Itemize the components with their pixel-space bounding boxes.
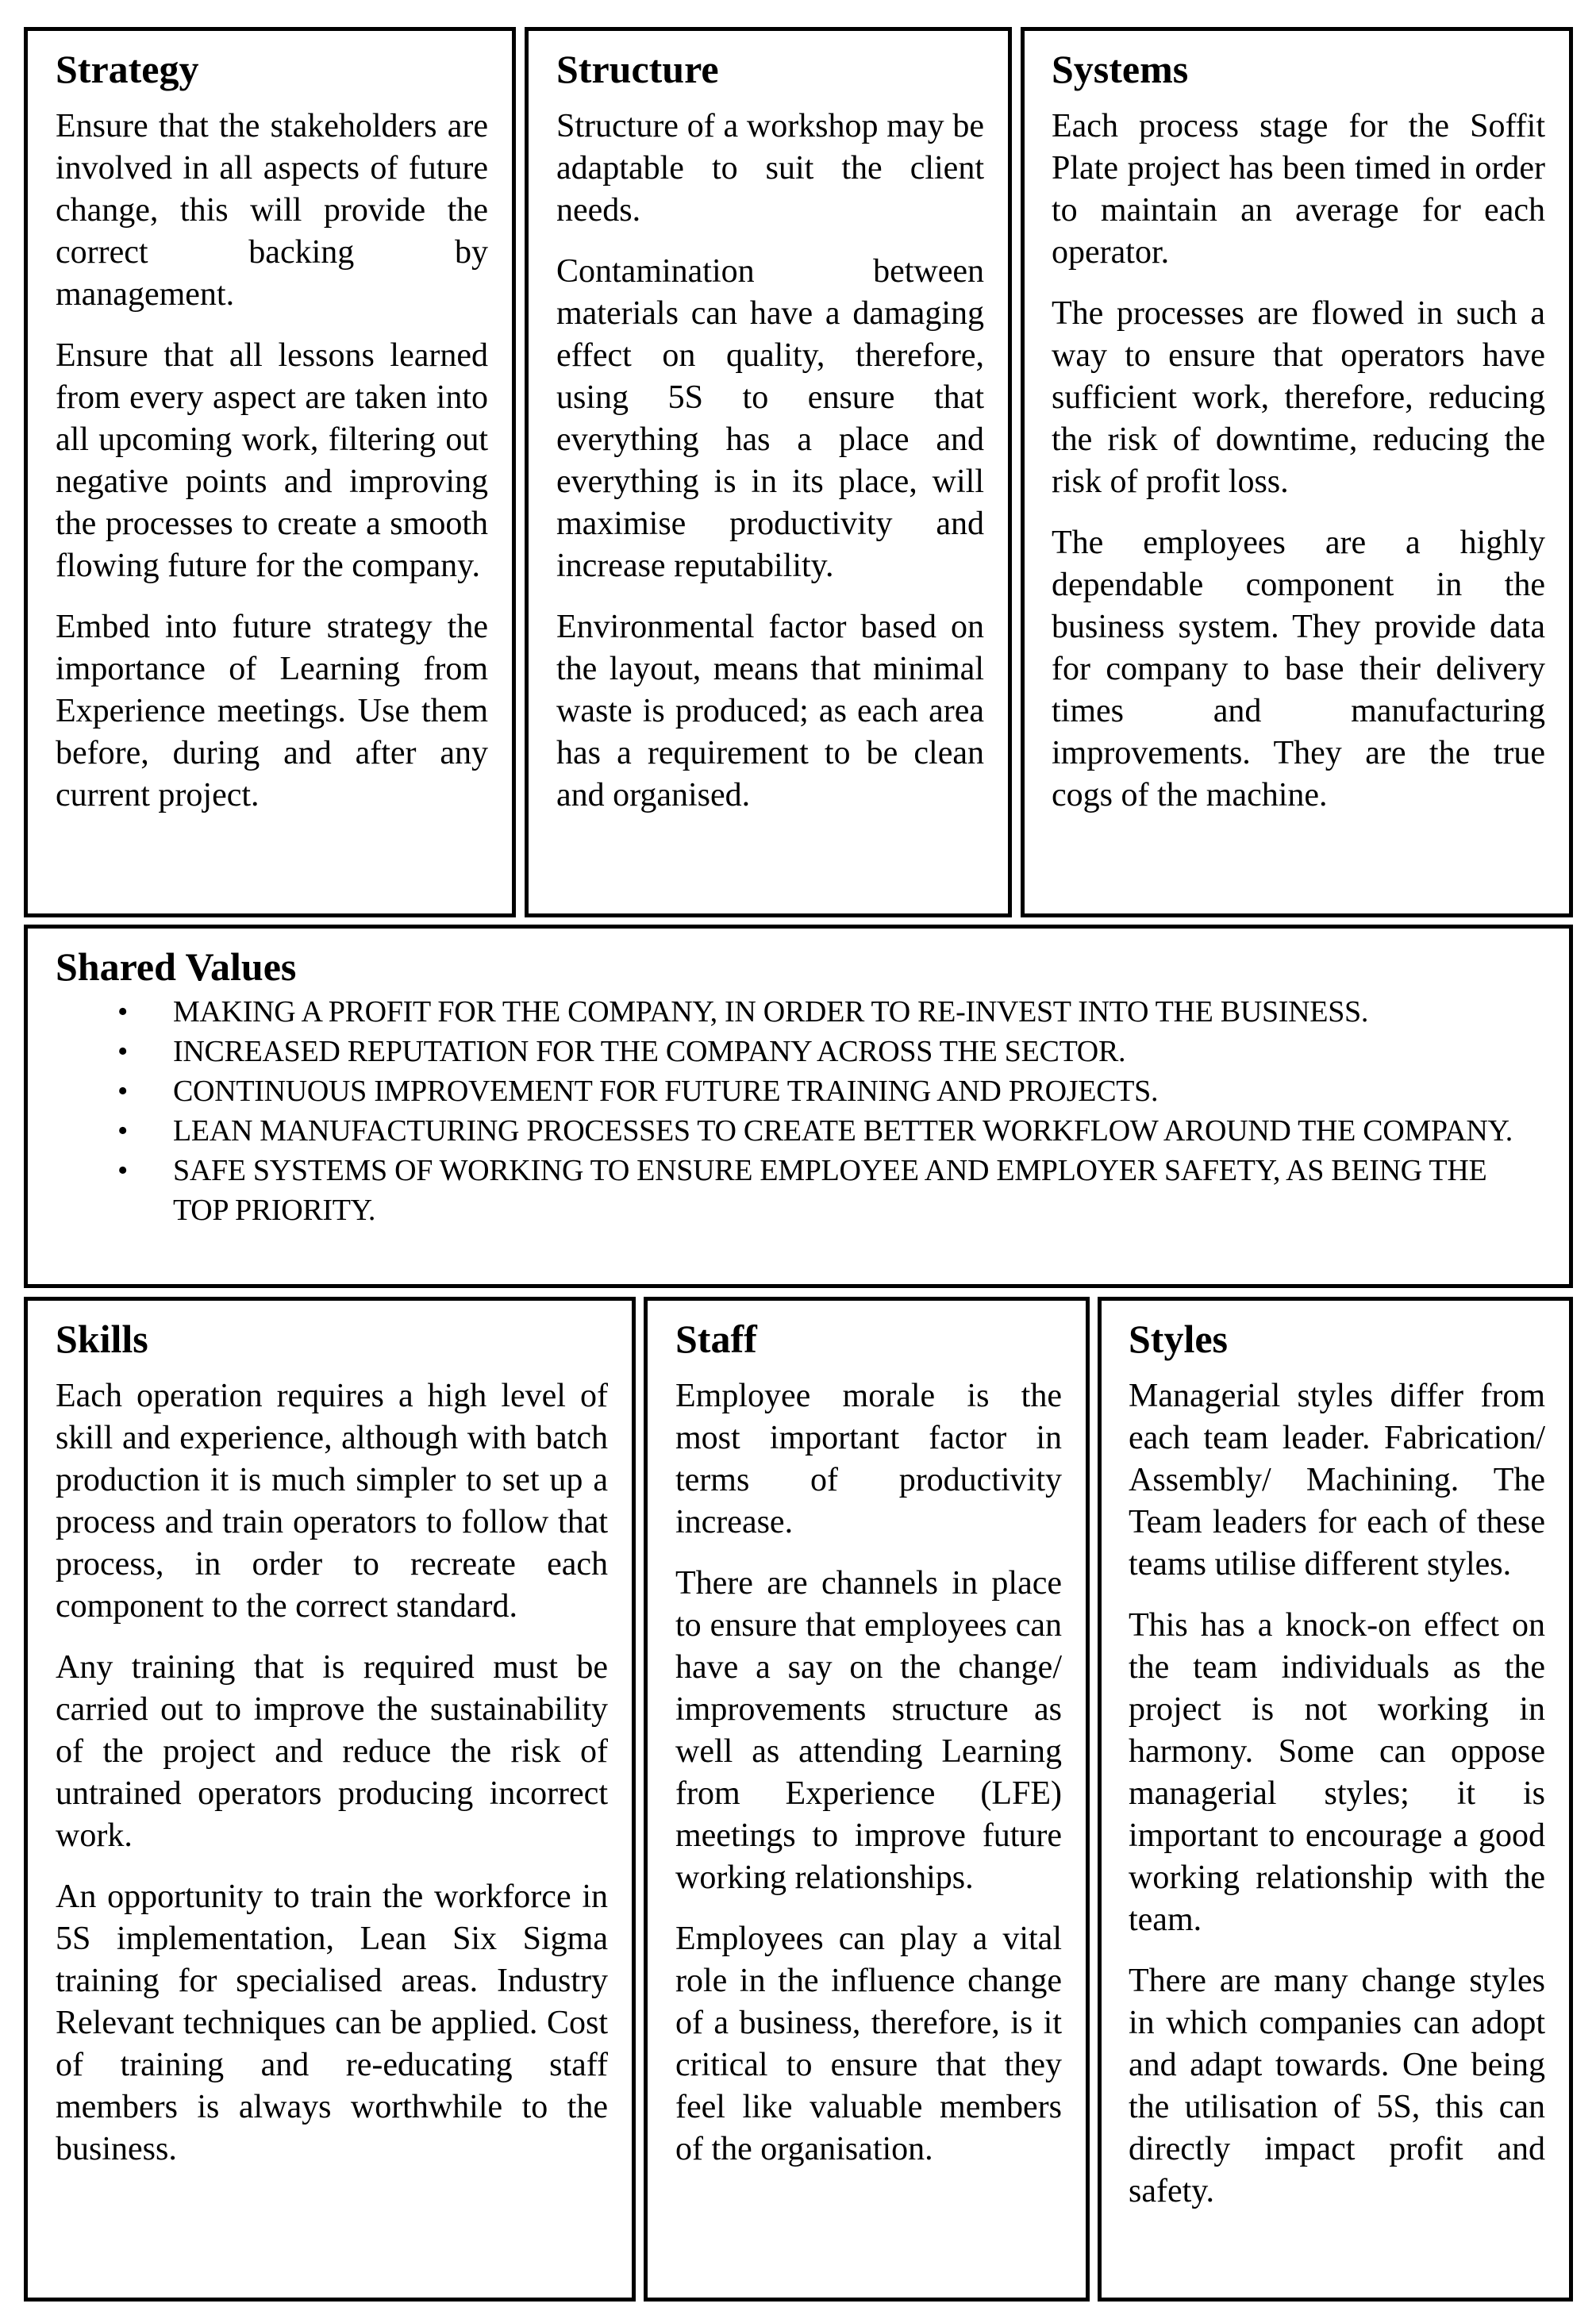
- strategy-paragraph: Ensure that the stakeholders are involved in all aspects of future change, this will provide the correct backing by management.: [56, 108, 488, 313]
- strategy-title: Strategy: [56, 47, 199, 91]
- systems-paragraph: The employees are a highly dependable component in the business system. They provide data for company to base their delivery times and manufacturing improvements. They are the true cogs of the machine.: [1052, 525, 1545, 813]
- staff-paragraph: There are channels in place to ensure that employees can have a say on the change/ improvements structure as well as attending Learning from Experience (LFE) meetings to improve future working relationships.: [675, 1565, 1062, 1896]
- shared-values-panel: [24, 925, 1573, 1288]
- styles-paragraph: There are many change styles in which companies can adopt and adapt towards. One being the utilisation of 5S, this can directly impact profit and safety.: [1129, 1963, 1545, 2209]
- shared-values-item: • LEAN MANUFACTURING PROCESSES TO CREATE BETTER WORKFLOW AROUND THE COMPANY.: [173, 1111, 1537, 1151]
- skills-paragraph: Each operation requires a high level of skill and experience, although with batch production it is much simpler to set up a process and train operators to follow that process, in order to recreate each component to the correct standard.: [56, 1378, 608, 1625]
- skills-paragraph: An opportunity to train the workforce in 5S implementation, Lean Six Sigma training for specialised areas. Industry Relevant techniques can be applied. Cost of training and re-educating staff members is always worthwhile to the business.: [56, 1879, 608, 2167]
- structure-title: Structure: [556, 47, 719, 91]
- shared-values-list: [56, 992, 1537, 1230]
- skills-paragraph: Any training that is required must be carried out to improve the sustainability of the project and reduce the risk of untrained operators producing incorrect work.: [56, 1649, 608, 1854]
- staff-title: Staff: [675, 1317, 757, 1361]
- skills-title: Skills: [56, 1317, 148, 1361]
- structure-paragraph: Contamination between materials can have a damaging effect on quality, therefore, using 5S to ensure that everything has a place and everything is in its place, will maximise productivity and increase reputability.: [556, 253, 984, 584]
- shared-values-item: • MAKING A PROFIT FOR THE COMPANY, IN ORDER TO RE-INVEST INTO THE BUSINESS.: [173, 992, 1537, 1032]
- structure-paragraph: Environmental factor based on the layout, means that minimal waste is produced; as each area has a requirement to be clean and organised.: [556, 609, 984, 813]
- skills-panel: [24, 1297, 636, 2302]
- systems-panel: [1021, 27, 1573, 917]
- staff-paragraph: Employee morale is the most important factor in terms of productivity increase.: [675, 1378, 1062, 1540]
- staff-panel: [644, 1297, 1090, 2302]
- styles-paragraph: This has a knock-on effect on the team individuals as the project is not working in harmony. Some can oppose managerial styles; it is important to encourage a good working relationship with the team.: [1129, 1607, 1545, 1938]
- structure-panel: [525, 27, 1012, 917]
- shared-values-item: • CONTINUOUS IMPROVEMENT FOR FUTURE TRAINING AND PROJECTS.: [173, 1071, 1537, 1111]
- styles-panel: [1098, 1297, 1573, 2302]
- strategy-panel: [24, 27, 516, 917]
- shared-values-item: • INCREASED REPUTATION FOR THE COMPANY ACROSS THE SECTOR.: [173, 1032, 1537, 1071]
- strategy-paragraph: Embed into future strategy the importance of Learning from Experience meetings. Use them before, during and after any current project.: [56, 609, 488, 813]
- structure-paragraph: Structure of a workshop may be adaptable to suit the client needs.: [556, 108, 984, 229]
- shared-values-item: • SAFE SYSTEMS OF WORKING TO ENSURE EMPLOYEE AND EMPLOYER SAFETY, AS BEING THE TOP PRIORITY.: [173, 1151, 1537, 1230]
- shared-values-title: Shared Values: [56, 944, 297, 989]
- styles-title: Styles: [1129, 1317, 1228, 1361]
- strategy-paragraph: Ensure that all lessons learned from every aspect are taken into all upcoming work, filtering out negative points and improving the processes to create a smooth flowing future for the company.: [56, 337, 488, 584]
- systems-paragraph: The processes are flowed in such a way to ensure that operators have sufficient work, therefore, reducing the risk of downtime, reducing the risk of profit loss.: [1052, 295, 1545, 500]
- staff-paragraph: Employees can play a vital role in the influence change of a business, therefore, is it critical to ensure that they feel like valuable members of the organisation.: [675, 1921, 1062, 2167]
- systems-paragraph: Each process stage for the Soffit Plate project has been timed in order to maintain an average for each operator.: [1052, 108, 1545, 271]
- styles-paragraph: Managerial styles differ from each team leader. Fabrication/ Assembly/ Machining. The Team leaders for each of these teams utilise different styles.: [1129, 1378, 1545, 1582]
- systems-title: Systems: [1052, 47, 1189, 91]
